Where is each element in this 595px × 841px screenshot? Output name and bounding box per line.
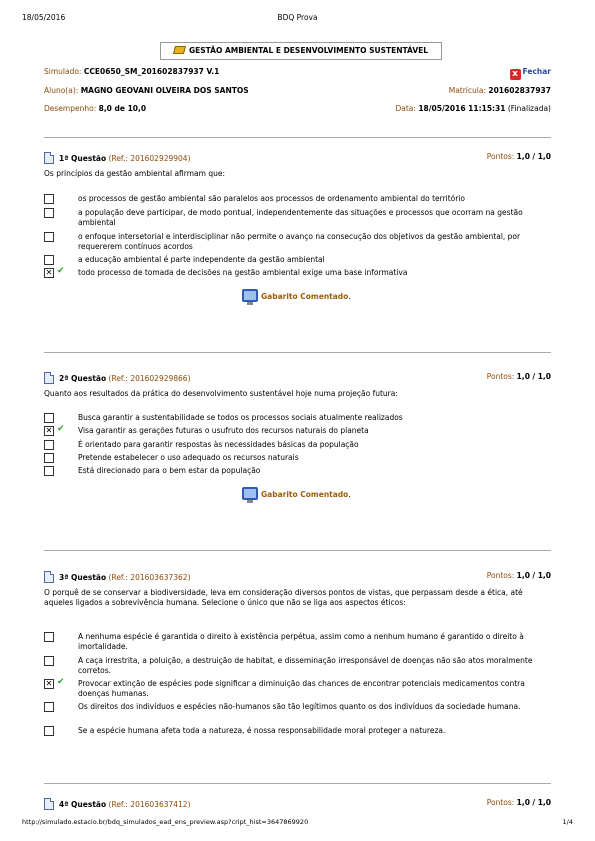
question-3-header [44,571,551,583]
data-group [396,104,552,113]
question-number: 3ª Questão [59,573,107,582]
option-text: Visa garantir as gerações futuras o usufruto dos recursos naturais do planeta [78,426,369,435]
answer-checkbox[interactable] [44,702,54,712]
pontos-label: Pontos: [486,798,515,807]
answer-checkbox[interactable] [44,466,54,476]
answer-checkbox[interactable] [44,208,54,218]
question-points [487,152,551,161]
checked-checkbox[interactable]: ✕ [45,426,53,435]
check-icon: ✔ [57,266,65,276]
separator [44,550,551,551]
matricula-group [449,86,551,95]
option-text: Busca garantir a sustentabilidade se todos os processos sociais atualmente realizados [78,413,403,422]
question-number: 4ª Questão [59,800,107,809]
option-text: o enfoque intersetorial e interdisciplinar não permite o avanço na consecução dos objetivos da gestão ambiental, por requererem contínuos acordos [78,232,521,251]
fechar-button[interactable] [510,67,551,80]
gabarito-comentado-link-q2[interactable] [242,487,351,500]
document-icon [44,571,54,583]
option-text: Os direitos dos indivíduos e espécies não-humanos são tão legítimos quanto os dos indivíduos da sociedade humana. [78,702,521,711]
fechar-label: Fechar [522,67,551,76]
print-header [22,13,573,25]
print-page-title: BDQ Prova [277,13,318,22]
question-points [487,372,551,381]
document-icon [44,798,54,810]
answer-checkbox[interactable] [44,632,54,642]
question-ref: (Ref.: 201603637362) [108,573,191,582]
separator [44,137,551,138]
option-text: Pretende estabelecer o uso adequado os recursos naturais [78,453,299,462]
checked-checkbox[interactable]: ✕ [45,679,53,688]
exam-title-bar [160,42,442,60]
question-ref: (Ref.: 201602929904) [108,154,191,163]
gabarito-label: Gabarito Comentado [261,292,349,301]
question-1-header [44,152,551,164]
option-text: a população deve participar, de modo pontual, independentemente das situações e processos que ocorram na gestão ambiental [78,208,523,227]
document-icon [44,152,54,164]
gabarito-dot: . [348,490,351,499]
separator [44,352,551,353]
print-url: http://simulado.estacio.br/bdq_simulados_ead_ens_preview.asp?cript_hist=3647869920 [22,818,309,826]
pontos-value: 1,0 [516,571,530,580]
gabarito-label: Gabarito Comentado [261,490,349,499]
answer-checkbox[interactable] [44,255,54,265]
data-value: 18/05/2016 11:15:31 [418,104,506,113]
aluno-value: MAGNO GEOVANI OLVEIRA DOS SANTOS [80,86,249,95]
option-text: Provocar extinção de espécies pode significar a diminuição das chances de encontrar potenciais medicamentos contra doenças humanas. [78,679,525,698]
question-2-header [44,372,551,384]
data-label: Data: [395,104,416,113]
question-4-header [44,798,551,810]
question-ref: (Ref.: 201603637412) [108,800,191,809]
desempenho-row [44,104,551,113]
monitor-icon [242,289,258,302]
answer-checkbox[interactable] [44,440,54,450]
pontos-value: 1,0 [516,372,530,381]
pontos-value: 1,0 [516,798,530,807]
question-stem: O porquê de se conservar a biodiversidade, leva em consideração diversos pontos de vistas, que perpassam desde a ética, até aqueles ligados a sobrevivência humana. Selecione o único que não se liga aos aspectos éticos: [44,588,523,607]
matricula-value: 201602837937 [488,86,551,95]
answer-checkbox[interactable] [44,413,54,423]
aluno-row [44,86,551,95]
simulado-row [44,67,551,76]
option-text: A caça irrestrita, a poluição, a destruição de habitat, e disseminação irresponsável de doenças não são atos moralmente corretos. [78,656,533,675]
desempenho-value: 8,0 de 10,0 [98,104,147,113]
answer-checkbox[interactable] [44,656,54,666]
option-text: A nenhuma espécie é garantida o direito à existência perpétua, assim como a nenhum humano é garantido o direito à imortalidade. [78,632,524,651]
option-text: a educação ambiental é parte independente da gestão ambiental [78,255,325,264]
option-text: É orientado para garantir respostas às necessidades básicas da população [78,440,359,449]
pontos-total: / 1,0 [532,571,551,580]
checked-checkbox[interactable]: ✕ [45,268,53,277]
data-status: (Finalizada) [507,104,551,113]
exam-title: GESTÃO AMBIENTAL E DESENVOLVIMENTO SUSTENTÁVEL [188,46,429,55]
answer-checkbox[interactable] [44,194,54,204]
option-text: os processos de gestão ambiental são paralelos aos processos de ordenamento ambiental do território [78,194,466,203]
question-stem: Quanto aos resultados da prática do desenvolvimento sustentável hoje numa projeção futura: [44,389,398,398]
monitor-icon [242,487,258,500]
pontos-label: Pontos: [486,372,515,381]
gabarito-comentado-link-q1[interactable] [242,289,351,302]
option-text: todo processo de tomada de decisões na gestão ambiental exige uma base informativa [78,268,408,277]
close-icon: x [510,69,521,80]
answer-checkbox[interactable] [44,453,54,463]
answer-checkbox[interactable] [44,232,54,242]
question-number: 1ª Questão [59,154,107,163]
question-points [487,798,551,807]
pontos-value: 1,0 [516,152,530,161]
question-stem: Os princípios da gestão ambiental afirmam que: [44,169,225,178]
question-points [487,571,551,580]
separator [44,783,551,784]
pontos-label: Pontos: [486,152,515,161]
document-icon [44,372,54,384]
check-icon: ✔ [57,677,65,687]
simulado-label: Simulado: [44,67,82,76]
pontos-label: Pontos: [486,571,515,580]
question-ref: (Ref.: 201602929866) [108,374,191,383]
option-text: Se a espécie humana afeta toda a natureza, é nossa responsabilidade moral proteger a natureza. [78,726,446,735]
print-page-number: 1/4 [562,818,573,826]
matricula-label: Matrícula: [448,86,486,95]
gabarito-dot: . [348,292,351,301]
aluno-label: Aluno(a): [44,86,79,95]
desempenho-label: Desempenho: [44,104,97,113]
pontos-total: / 1,0 [532,798,551,807]
option-text: Está direcionado para o bem estar da população [78,466,261,475]
answer-checkbox[interactable] [44,726,54,736]
book-icon [173,46,186,54]
print-date: 18/05/2016 [22,13,66,22]
pontos-total: / 1,0 [532,372,551,381]
simulado-value: CCE0650_SM_201602837937 V.1 [83,67,220,76]
question-number: 2ª Questão [59,374,107,383]
check-icon: ✔ [57,424,65,434]
print-footer [22,818,573,830]
pontos-total: / 1,0 [532,152,551,161]
